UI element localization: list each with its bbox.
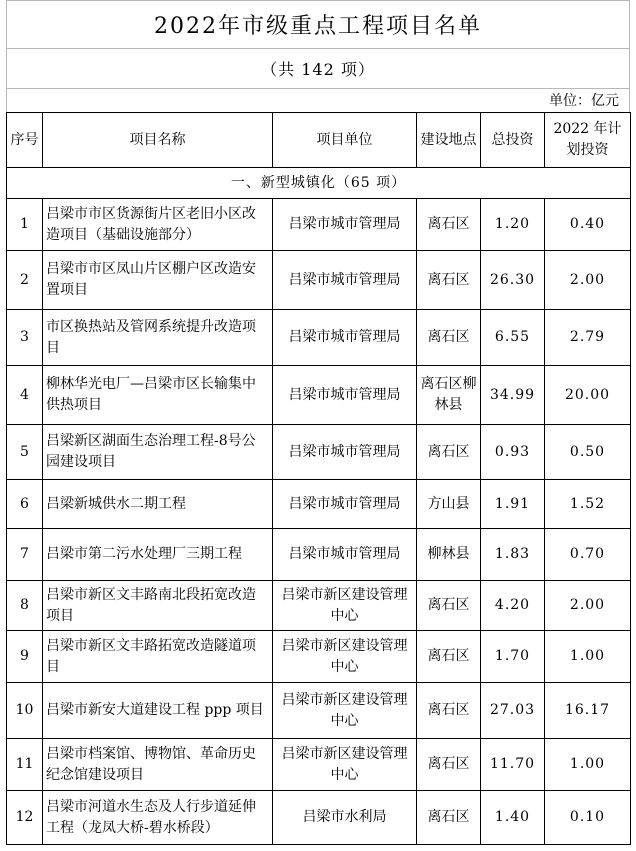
row-total-investment: 27.03 [481, 683, 545, 739]
row-plan-investment: 1.00 [545, 631, 631, 683]
header-unit: 项目单位 [273, 113, 417, 168]
row-project-name: 柳林华光电厂—吕梁市区长输集中供热项目 [43, 366, 273, 425]
row-total-investment: 4.20 [481, 581, 545, 631]
section-label: 一、新型城镇化（65 项） [7, 168, 631, 199]
row-location: 方山县 [417, 480, 481, 529]
header-plan: 2022 年计划投资 [545, 113, 631, 168]
row-project-unit: 吕梁市新区建设管理中心 [273, 683, 417, 739]
row-index: 8 [7, 581, 43, 631]
table-row [7, 791, 631, 845]
table-row [7, 310, 631, 366]
row-location: 离石区 [417, 199, 481, 251]
row-index: 9 [7, 631, 43, 683]
header-total: 总投资 [481, 113, 545, 168]
row-location: 离石区柳林县 [417, 366, 481, 425]
row-total-investment: 1.20 [481, 199, 545, 251]
row-project-name: 吕梁市档案馆、博物馆、革命历史纪念馆建设项目 [43, 739, 273, 791]
row-total-investment: 1.91 [481, 480, 545, 529]
row-project-name: 吕梁市第二污水处理厂三期工程 [43, 529, 273, 581]
row-plan-investment: 2.00 [545, 581, 631, 631]
row-total-investment: 1.40 [481, 791, 545, 845]
row-project-name: 吕梁市新区文丰路拓宽改造隧道项目 [43, 631, 273, 683]
row-total-investment: 34.99 [481, 366, 545, 425]
row-project-name: 吕梁新区湖面生态治理工程-8号公园建设项目 [43, 425, 273, 480]
row-index: 2 [7, 251, 43, 310]
row-project-unit: 吕梁市城市管理局 [273, 425, 417, 480]
row-location: 离石区 [417, 791, 481, 845]
row-project-name: 市区换热站及管网系统提升改造项目 [43, 310, 273, 366]
table-row [7, 683, 631, 739]
row-index: 1 [7, 199, 43, 251]
row-project-unit: 吕梁市城市管理局 [273, 251, 417, 310]
document-subtitle: （共 142 项） [6, 48, 630, 88]
row-project-unit: 吕梁市城市管理局 [273, 529, 417, 581]
row-project-name: 吕梁新城供水二期工程 [43, 480, 273, 529]
row-project-unit: 吕梁市城市管理局 [273, 310, 417, 366]
table-row [7, 480, 631, 529]
row-project-name: 吕梁市市区货源街片区老旧小区改造项目（基础设施部分） [43, 199, 273, 251]
row-project-name: 吕梁市新区文丰路南北段拓宽改造项目 [43, 581, 273, 631]
header-name: 项目名称 [43, 113, 273, 168]
row-location: 离石区 [417, 310, 481, 366]
table-row [7, 529, 631, 581]
row-project-unit: 吕梁市城市管理局 [273, 366, 417, 425]
row-project-unit: 吕梁市水利局 [273, 791, 417, 845]
table-row [7, 199, 631, 251]
row-location: 离石区 [417, 251, 481, 310]
project-table [6, 112, 631, 845]
row-plan-investment: 1.00 [545, 739, 631, 791]
row-index: 12 [7, 791, 43, 845]
row-project-unit: 吕梁市新区建设管理中心 [273, 739, 417, 791]
row-plan-investment: 0.40 [545, 199, 631, 251]
row-project-unit: 吕梁市新区建设管理中心 [273, 581, 417, 631]
row-location: 离石区 [417, 425, 481, 480]
row-project-name: 吕梁市河道水生态及人行步道延伸工程（龙凤大桥-碧水桥段） [43, 791, 273, 845]
table-row [7, 631, 631, 683]
row-project-name: 吕梁市新安大道建设工程 ppp 项目 [43, 683, 273, 739]
row-index: 6 [7, 480, 43, 529]
row-total-investment: 11.70 [481, 739, 545, 791]
row-project-name: 吕梁市市区凤山片区棚户区改造安置项目 [43, 251, 273, 310]
row-project-unit: 吕梁市城市管理局 [273, 199, 417, 251]
table-row [7, 739, 631, 791]
row-index: 7 [7, 529, 43, 581]
header-row [7, 113, 631, 168]
table-row [7, 425, 631, 480]
row-location: 离石区 [417, 581, 481, 631]
row-location: 离石区 [417, 631, 481, 683]
table-row [7, 581, 631, 631]
header-location: 建设地点 [417, 113, 481, 168]
row-plan-investment: 0.10 [545, 791, 631, 845]
row-plan-investment: 20.00 [545, 366, 631, 425]
row-plan-investment: 2.79 [545, 310, 631, 366]
table-row [7, 251, 631, 310]
row-location: 离石区 [417, 739, 481, 791]
row-total-investment: 0.93 [481, 425, 545, 480]
row-total-investment: 26.30 [481, 251, 545, 310]
section-row [7, 168, 631, 199]
row-index: 11 [7, 739, 43, 791]
row-plan-investment: 0.50 [545, 425, 631, 480]
row-plan-investment: 2.00 [545, 251, 631, 310]
row-index: 5 [7, 425, 43, 480]
row-project-unit: 吕梁市新区建设管理中心 [273, 631, 417, 683]
table-row [7, 366, 631, 425]
unit-label: 单位：亿元 [6, 88, 630, 112]
row-index: 10 [7, 683, 43, 739]
header-index: 序号 [7, 113, 43, 168]
row-project-unit: 吕梁市城市管理局 [273, 480, 417, 529]
row-total-investment: 6.55 [481, 310, 545, 366]
row-location: 柳林县 [417, 529, 481, 581]
document-title: 2022年市级重点工程项目名单 [6, 0, 630, 48]
row-index: 3 [7, 310, 43, 366]
row-total-investment: 1.70 [481, 631, 545, 683]
row-plan-investment: 16.17 [545, 683, 631, 739]
row-total-investment: 1.83 [481, 529, 545, 581]
row-location: 离石区 [417, 683, 481, 739]
row-plan-investment: 0.70 [545, 529, 631, 581]
row-index: 4 [7, 366, 43, 425]
row-plan-investment: 1.52 [545, 480, 631, 529]
